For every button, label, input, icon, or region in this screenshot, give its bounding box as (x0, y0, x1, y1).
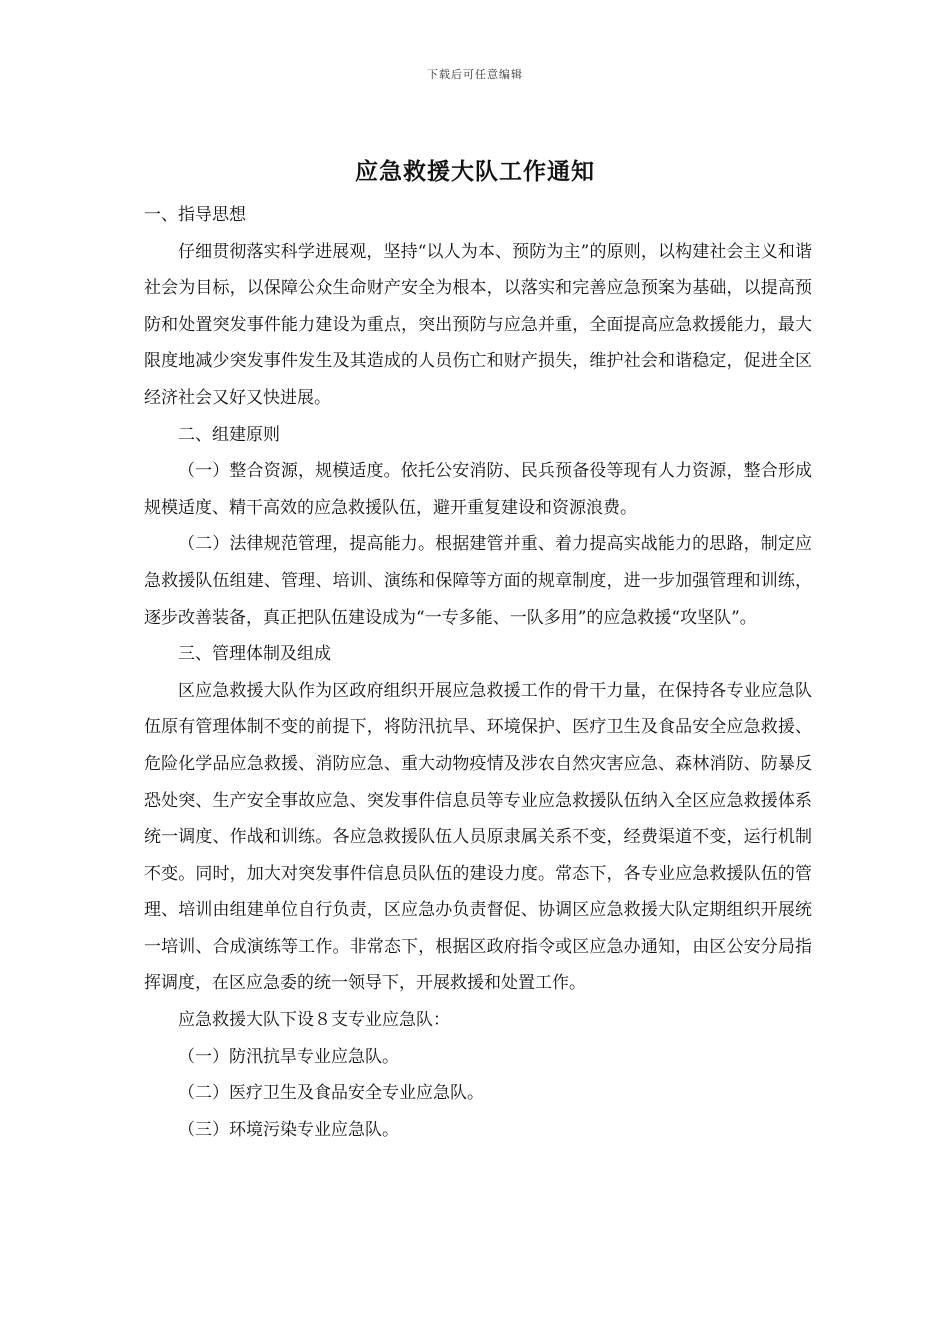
paragraph-principle-2: （二）法律规范管理，提高能力。根据建管并重、着力提高实战能力的思路，制定应急救援队伍组建、管理、培训、演练和保障等方面的规章制度，进一步加强管理和训练，逐步改善装备，真正把队伍建设成为“一专多能、一队多用”的应急救援“攻坚队”。 (144, 534, 812, 628)
paragraph-guiding-ideology: 仔细贯彻落实科学进展观，坚持“以人为本、预防为主”的原则，以构建社会主义和谐社会为目标，以保障公众生命财产安全为根本，以落实和完善应急预案为基础，以提高预防和处置突发事件能力建设为重点，突出预防与应急并重，全面提高应急救援能力，最大限度地减少突发事件发生及其造成的人员伤亡和财产损失，维护社会和谐稳定，促进全区经济社会又好又快进展。 (144, 241, 812, 408)
document-title: 应急救援大队工作通知 (355, 158, 595, 185)
list-item-team: （二）医疗卫生及食品安全专业应急队。 (178, 1083, 484, 1104)
section-heading-management: 三、管理体制及组成 (178, 644, 331, 665)
paragraph-principle-1: （一）整合资源，规模适度。依托公安消防、民兵预备役等现有人力资源，整合形成规模适度、精干高效的应急救援队伍，避开重复建设和资源浪费。 (144, 461, 812, 518)
paragraph-management: 区应急救援大队作为区政府组织开展应急救援工作的骨干力量，在保持各专业应急队伍原有管理体制不变的前提下，将防汛抗旱、环境保护、医疗卫生及食品安全应急救援、危险化学品应急救援、消防应急、重大动物疫情及涉农自然灾害应急、森林消防、防暴反恐处突、生产安全事故应急、突发事件信息员等专业应急救援队伍纳入全区应急救援体系统一调度、作战和训练。各应急救援队伍人员原隶属关系不变，经费渠道不变，运行机制不变。同时，加大对突发事件信息员队伍的建设力度。常态下，各专业应急救援队伍的管理、培训由组建单位自行负责，区应急办负责督促、协调区应急救援大队定期组织开展统一培训、合成演练等工作。非常态下，根据区政府指令或区应急办通知，由区公安分局指挥调度，在区应急委的统一领导下，开展救援和处置工作。 (144, 680, 812, 994)
list-item-team: （三）环境污染专业应急队。 (178, 1119, 399, 1140)
document-body (144, 197, 812, 1148)
list-item-team: （一）防汛抗旱专业应急队。 (178, 1046, 399, 1067)
header-note: 下载后可任意编辑 (427, 68, 523, 81)
section-heading-principles: 二、组建原则 (178, 424, 280, 445)
paragraph-teams-intro: 应急救援大队下设８支专业应急队： (178, 1010, 450, 1031)
section-heading-guiding-ideology: 一、指导思想 (144, 205, 246, 225)
